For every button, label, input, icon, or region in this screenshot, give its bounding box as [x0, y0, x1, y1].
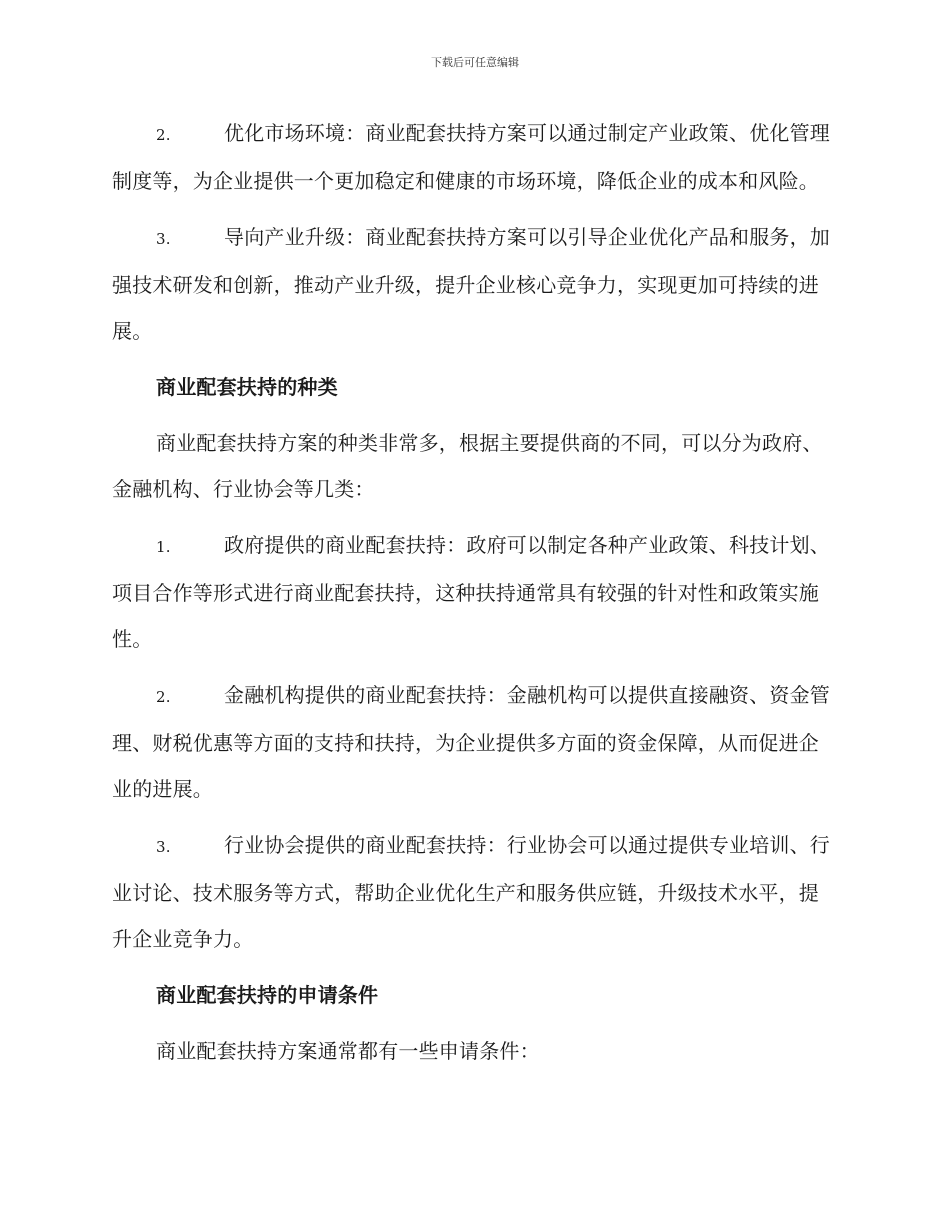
list-number: 2. — [156, 126, 171, 144]
paragraph-types-intro: 商业配套扶持方案的种类非常多，根据主要提供商的不同，可以分为政府、金融机构、行业协会等几类： — [112, 431, 823, 501]
list-text: 行业协会提供的商业配套扶持：行业协会可以通过提供专业培训、行业讨论、技术服务等方式，帮助企业优化生产和服务供应链，升级技术水平，提升企业竞争力。 — [112, 833, 830, 951]
list-text: 优化市场环境：商业配套扶持方案可以通过制定产业政策、优化管理制度等，为企业提供一个更加稳定和健康的市场环境，降低企业的成本和风险。 — [112, 121, 830, 193]
paragraph-conditions-intro: 商业配套扶持方案通常都有一些申请条件： — [156, 1039, 540, 1063]
document-body — [112, 110, 834, 1084]
list-item — [112, 522, 834, 662]
list-number: 1. — [156, 538, 171, 556]
list-text: 金融机构提供的商业配套扶持：金融机构可以提供直接融资、资金管理、财税优惠等方面的支持和扶持，为企业提供多方面的资金保障，从而促进企业的进展。 — [112, 683, 830, 801]
section-heading-types: 商业配套扶持的种类 — [156, 375, 338, 399]
section-heading-conditions: 商业配套扶持的申请条件 — [156, 983, 379, 1007]
list-item — [112, 110, 834, 204]
list-number: 2. — [156, 688, 171, 706]
list-number: 3. — [156, 230, 171, 248]
header-note: 下载后可任意编辑 — [431, 56, 519, 69]
list-item — [112, 822, 834, 962]
list-number: 3. — [156, 838, 171, 856]
list-item — [112, 672, 834, 812]
list-text: 导向产业升级：商业配套扶持方案可以引导企业优化产品和服务，加强技术研发和创新，推动产业升级，提升企业核心竞争力，实现更加可持续的进展。 — [112, 225, 830, 343]
list-text: 政府提供的商业配套扶持：政府可以制定各种产业政策、科技计划、项目合作等形式进行商业配套扶持，这种扶持通常具有较强的针对性和政策实施性。 — [112, 533, 830, 651]
list-item — [112, 214, 834, 354]
